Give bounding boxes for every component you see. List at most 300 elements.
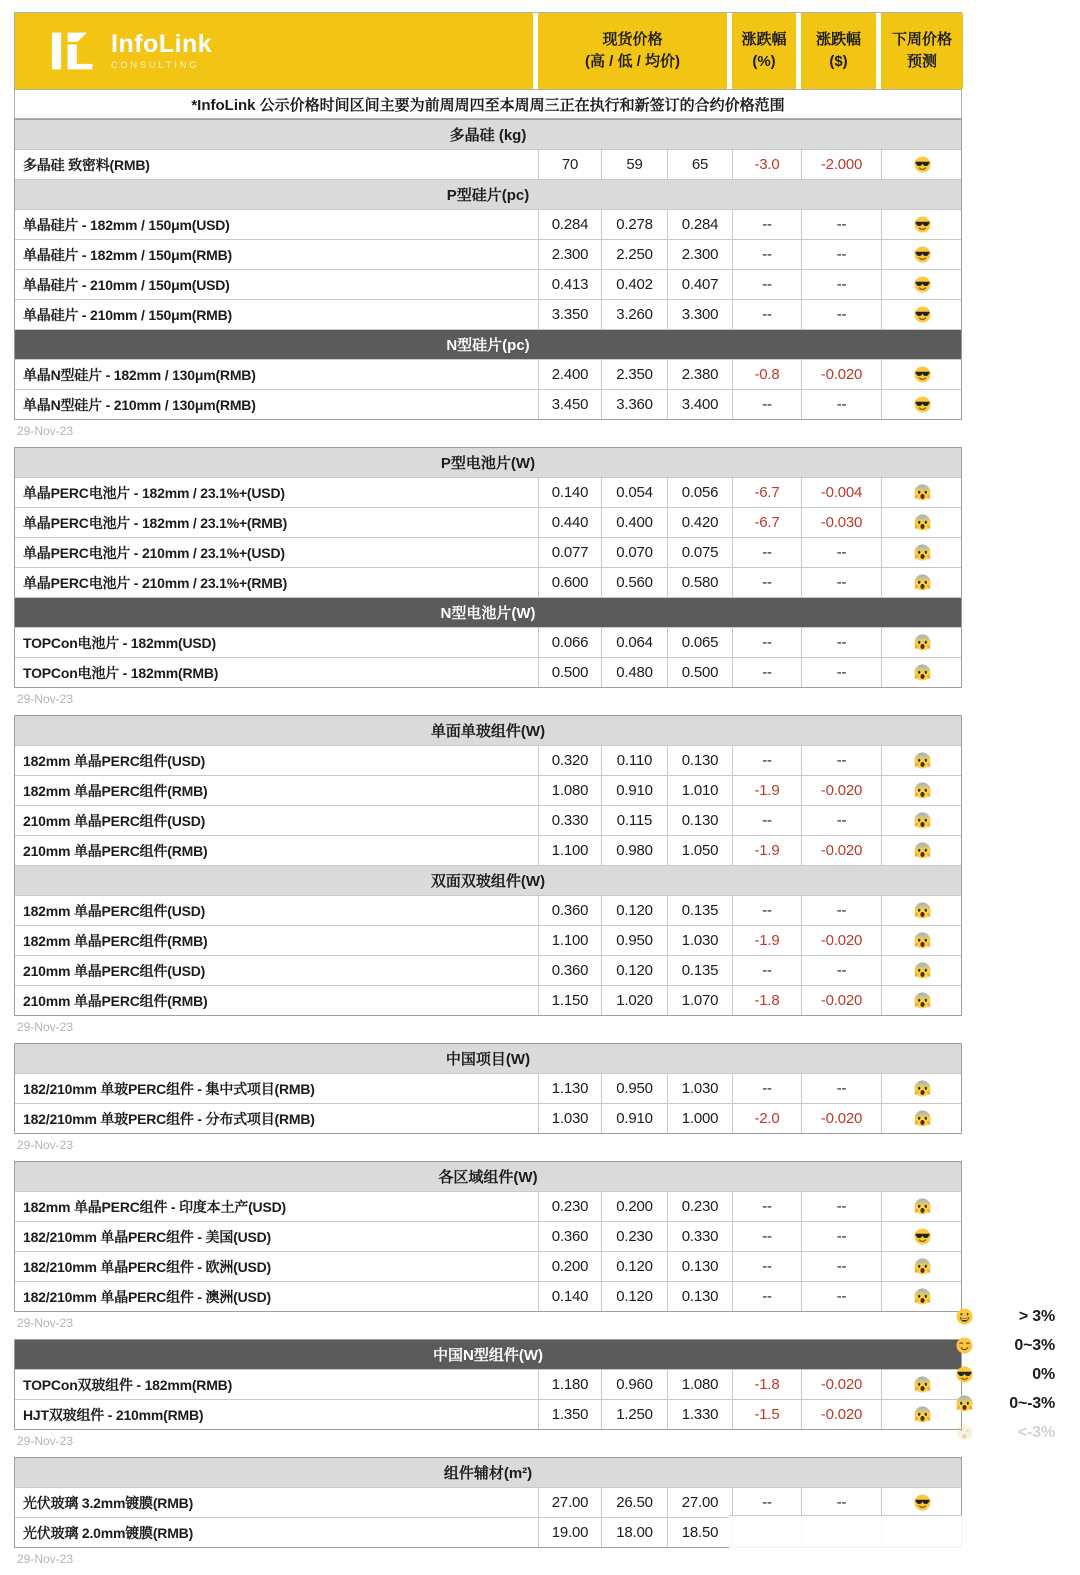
price-low-cell: 0.910 <box>601 776 667 805</box>
change-pct-cell: -- <box>732 300 801 329</box>
header-yellow-band <box>15 13 961 89</box>
legend-label: 0~-3% <box>1009 1394 1055 1412</box>
table-row <box>15 209 961 239</box>
cool-emoji <box>914 276 931 293</box>
product-name-cell: HJT双玻组件 - 210mm(RMB) <box>23 1406 204 1423</box>
forecast-cell <box>881 508 963 537</box>
change-usd-cell: -- <box>801 1282 881 1311</box>
price-low-cell: 0.064 <box>601 628 667 657</box>
price-high-cell: 0.440 <box>538 508 601 537</box>
section-header: 组件辅材(m²) <box>15 1458 961 1487</box>
change-pct-cell: -- <box>732 1192 801 1221</box>
change-usd-cell: -- <box>801 390 881 419</box>
change-pct-cell: -- <box>732 658 801 687</box>
price-high-cell: 70 <box>538 150 601 179</box>
forecast-cell <box>881 300 963 329</box>
price-high-cell: 3.350 <box>538 300 601 329</box>
change-pct-cell: -1.8 <box>732 986 801 1015</box>
forecast-cell <box>881 390 963 419</box>
legend-item <box>956 1389 1055 1418</box>
price-high-cell: 3.450 <box>538 390 601 419</box>
bulletin-content <box>14 12 962 1575</box>
blush-emoji <box>956 1337 973 1354</box>
section-header: 多晶硅 (kg) <box>15 120 961 149</box>
table-row <box>15 1073 961 1103</box>
table-row <box>15 1281 961 1311</box>
price-avg-cell: 2.300 <box>667 240 732 269</box>
price-high-cell: 27.00 <box>538 1488 601 1517</box>
change-pct-cell: -- <box>732 628 801 657</box>
product-name-cell: 182mm 单晶PERC组件(RMB) <box>23 932 208 949</box>
price-avg-cell: 0.580 <box>667 568 732 597</box>
forecast-cell <box>881 956 963 985</box>
product-name-cell: 210mm 单晶PERC组件(USD) <box>23 812 206 829</box>
scream-emoji <box>914 1110 931 1127</box>
price-low-cell: 2.250 <box>601 240 667 269</box>
scream-emoji <box>914 634 931 651</box>
product-name-cell: 单晶硅片 - 210mm / 150μm(USD) <box>23 276 230 293</box>
scream-emoji <box>914 812 931 829</box>
change-usd-cell: -- <box>801 1222 881 1251</box>
scream-emoji <box>914 664 931 681</box>
change-pct-cell: -- <box>732 210 801 239</box>
scream-emoji <box>914 514 931 531</box>
scream-emoji <box>914 1080 931 1097</box>
forecast-cell <box>881 1282 963 1311</box>
price-avg-cell: 0.135 <box>667 956 732 985</box>
price-high-cell: 0.230 <box>538 1192 601 1221</box>
price-high-cell: 0.413 <box>538 270 601 299</box>
price-avg-cell: 0.230 <box>667 1192 732 1221</box>
price-avg-cell: 0.130 <box>667 1282 732 1311</box>
price-high-cell: 2.300 <box>538 240 601 269</box>
scream-emoji <box>914 782 931 799</box>
forecast-cell <box>881 658 963 687</box>
table-row <box>15 389 961 419</box>
change-usd-cell: -0.020 <box>801 986 881 1015</box>
product-name-cell: 单晶N型硅片 - 182mm / 130μm(RMB) <box>23 366 256 383</box>
forecast-cell <box>881 746 963 775</box>
date-stamp: 29-Nov-23 <box>17 424 74 438</box>
scream-emoji <box>914 1406 931 1423</box>
change-pct-cell: -- <box>732 568 801 597</box>
change-pct-cell: -3.0 <box>732 150 801 179</box>
forecast-cell <box>881 568 963 597</box>
forecast-legend <box>956 1302 1055 1447</box>
product-name-cell: 单晶PERC电池片 - 210mm / 23.1%+(RMB) <box>23 574 288 591</box>
table-row <box>15 955 961 985</box>
col-header-forecast <box>881 13 963 89</box>
forecast-cell <box>881 926 963 955</box>
forecast-cell <box>881 150 963 179</box>
price-low-cell: 0.950 <box>601 926 667 955</box>
price-low-cell: 26.50 <box>601 1488 667 1517</box>
change-usd-cell: -- <box>801 270 881 299</box>
change-usd-cell: -- <box>801 1252 881 1281</box>
scream-emoji <box>914 544 931 561</box>
price-high-cell: 19.00 <box>538 1518 601 1547</box>
price-high-cell: 1.130 <box>538 1074 601 1103</box>
price-low-cell: 0.560 <box>601 568 667 597</box>
table-row <box>15 1399 961 1429</box>
price-low-cell: 1.020 <box>601 986 667 1015</box>
price-low-cell: 0.230 <box>601 1222 667 1251</box>
product-name-cell: 单晶PERC电池片 - 210mm / 23.1%+(USD) <box>23 544 285 561</box>
legend-label: 0% <box>1032 1365 1055 1383</box>
price-avg-cell: 2.380 <box>667 360 732 389</box>
price-high-cell: 0.200 <box>538 1252 601 1281</box>
product-name-cell: 182/210mm 单晶PERC组件 - 澳洲(USD) <box>23 1288 272 1305</box>
price-low-cell: 0.115 <box>601 806 667 835</box>
col-header-sublabel: (高 / 低 / 均价) <box>585 53 680 70</box>
price-low-cell: 0.400 <box>601 508 667 537</box>
change-usd-cell: -0.020 <box>801 1104 881 1133</box>
table-row <box>15 1103 961 1133</box>
scream-emoji <box>914 1376 931 1393</box>
product-name-cell: 210mm 单晶PERC组件(RMB) <box>23 992 208 1009</box>
price-low-cell: 0.120 <box>601 956 667 985</box>
table-row <box>15 269 961 299</box>
change-pct-cell: -- <box>732 806 801 835</box>
product-name-cell: 光伏玻璃 3.2mm镀膜(RMB) <box>23 1494 194 1511</box>
price-high-cell: 1.030 <box>538 1104 601 1133</box>
price-low-cell: 3.260 <box>601 300 667 329</box>
table-row <box>15 1487 961 1517</box>
change-usd-cell: -- <box>801 240 881 269</box>
forecast-cell <box>881 270 963 299</box>
price-low-cell: 0.110 <box>601 746 667 775</box>
product-name-cell: TOPCon电池片 - 182mm(USD) <box>23 634 216 651</box>
price-avg-cell: 0.330 <box>667 1222 732 1251</box>
scream-emoji <box>914 1198 931 1215</box>
product-name-cell: 182/210mm 单玻PERC组件 - 分布式项目(RMB) <box>23 1110 315 1127</box>
table-row <box>15 1251 961 1281</box>
price-avg-cell: 1.010 <box>667 776 732 805</box>
table-row <box>15 359 961 389</box>
change-pct-cell: -- <box>732 896 801 925</box>
product-name-cell: 单晶N型硅片 - 210mm / 130μm(RMB) <box>23 396 256 413</box>
change-usd-cell: -- <box>801 1488 881 1517</box>
price-avg-cell: 0.135 <box>667 896 732 925</box>
price-low-cell: 0.120 <box>601 1252 667 1281</box>
price-low-cell: 59 <box>601 150 667 179</box>
change-usd-cell: -- <box>801 628 881 657</box>
table-row <box>15 1221 961 1251</box>
section-header: 中国项目(W) <box>15 1044 961 1073</box>
price-high-cell: 0.500 <box>538 658 601 687</box>
date-stamp: 29-Nov-23 <box>17 1552 74 1566</box>
product-name-cell: 多晶硅 致密料(RMB) <box>23 156 150 173</box>
table-row <box>15 507 961 537</box>
price-high-cell: 0.360 <box>538 1222 601 1251</box>
col-header-change-usd <box>801 13 881 89</box>
product-name-cell: 光伏玻璃 2.0mm镀膜(RMB) <box>23 1524 194 1541</box>
price-avg-cell: 0.056 <box>667 478 732 507</box>
change-pct-cell: -1.9 <box>732 776 801 805</box>
forecast-cell <box>881 1222 963 1251</box>
price-high-cell: 0.600 <box>538 568 601 597</box>
product-name-cell: 单晶硅片 - 182mm / 150μm(USD) <box>23 216 230 233</box>
price-table <box>14 715 962 1016</box>
brand-name: InfoLink <box>111 30 213 58</box>
price-avg-cell: 0.500 <box>667 658 732 687</box>
col-header-sublabel: 预测 <box>906 53 937 70</box>
price-high-cell: 0.360 <box>538 896 601 925</box>
change-pct-cell: -0.8 <box>732 360 801 389</box>
price-high-cell: 1.100 <box>538 926 601 955</box>
scream-emoji <box>914 484 931 501</box>
price-avg-cell: 0.130 <box>667 806 732 835</box>
forecast-cell <box>881 1400 963 1429</box>
legend-item <box>956 1331 1055 1360</box>
price-avg-cell: 0.407 <box>667 270 732 299</box>
price-table <box>14 1457 962 1548</box>
price-avg-cell: 3.300 <box>667 300 732 329</box>
product-name-cell: 182mm 单晶PERC组件(RMB) <box>23 782 208 799</box>
price-low-cell: 0.960 <box>601 1370 667 1399</box>
price-high-cell: 0.320 <box>538 746 601 775</box>
section-header: 中国N型组件(W) <box>15 1340 961 1369</box>
table-row <box>15 1191 961 1221</box>
change-pct-cell: -1.9 <box>732 836 801 865</box>
price-high-cell: 0.077 <box>538 538 601 567</box>
price-low-cell: 0.200 <box>601 1192 667 1221</box>
price-table <box>14 119 962 420</box>
col-header-change-pct <box>732 13 801 89</box>
price-high-cell: 0.284 <box>538 210 601 239</box>
forecast-cell <box>881 538 963 567</box>
change-pct-cell: -1.8 <box>732 1370 801 1399</box>
price-avg-cell: 1.330 <box>667 1400 732 1429</box>
change-pct-cell: -- <box>732 240 801 269</box>
price-avg-cell: 0.075 <box>667 538 732 567</box>
legend-item <box>956 1302 1055 1331</box>
col-header-label: 涨跌幅 <box>815 31 861 49</box>
price-low-cell: 1.250 <box>601 1400 667 1429</box>
price-low-cell: 0.120 <box>601 1282 667 1311</box>
price-avg-cell: 0.420 <box>667 508 732 537</box>
table-row <box>15 985 961 1015</box>
price-high-cell: 0.140 <box>538 478 601 507</box>
section-header: 单面单玻组件(W) <box>15 716 961 745</box>
price-low-cell: 0.980 <box>601 836 667 865</box>
price-high-cell: 1.180 <box>538 1370 601 1399</box>
price-low-cell: 0.910 <box>601 1104 667 1133</box>
change-pct-cell: -- <box>732 956 801 985</box>
change-pct-cell: -- <box>732 1282 801 1311</box>
infolink-logo-icon <box>51 30 97 72</box>
price-low-cell: 0.278 <box>601 210 667 239</box>
section-header: N型硅片(pc) <box>15 329 961 359</box>
price-low-cell: 0.402 <box>601 270 667 299</box>
table-row <box>15 567 961 597</box>
cool-emoji <box>914 306 931 323</box>
product-name-cell: 182mm 单晶PERC组件(USD) <box>23 752 206 769</box>
col-header-sublabel: ($) <box>829 53 848 70</box>
price-avg-cell: 1.030 <box>667 926 732 955</box>
forecast-cell <box>881 1104 963 1133</box>
forecast-cell <box>881 478 963 507</box>
change-pct-cell: -6.7 <box>732 478 801 507</box>
change-usd-cell: -0.030 <box>801 508 881 537</box>
product-name-cell: 182mm 单晶PERC组件 - 印度本土产(USD) <box>23 1198 286 1215</box>
product-name-cell: TOPCon电池片 - 182mm(RMB) <box>23 664 219 681</box>
change-usd-cell: -0.020 <box>801 926 881 955</box>
table-row <box>15 299 961 329</box>
note-text: *InfoLink 公示价格时间区间主要为前周周四至本周周三正在执行和新签订的合约价格范围 <box>15 89 961 118</box>
price-table <box>14 1043 962 1134</box>
product-name-cell: 单晶硅片 - 182mm / 150μm(RMB) <box>23 246 232 263</box>
price-table <box>14 1339 962 1430</box>
cool-emoji <box>956 1366 973 1383</box>
price-avg-cell: 1.080 <box>667 1370 732 1399</box>
white-cover-overlay <box>729 1515 962 1548</box>
section-header: P型电池片(W) <box>15 448 961 477</box>
price-high-cell: 1.100 <box>538 836 601 865</box>
change-usd-cell: -- <box>801 210 881 239</box>
scream-emoji <box>914 574 931 591</box>
table-row <box>15 239 961 269</box>
brand-text <box>111 32 212 70</box>
product-name-cell: 单晶PERC电池片 - 182mm / 23.1%+(USD) <box>23 484 285 501</box>
legend-item <box>956 1418 1055 1447</box>
product-name-cell: 210mm 单晶PERC组件(USD) <box>23 962 206 979</box>
legend-label: > 3% <box>1018 1307 1055 1325</box>
price-avg-cell: 18.50 <box>667 1518 732 1547</box>
legend-label: <-3% <box>1018 1423 1055 1441</box>
change-pct-cell: -- <box>732 1488 801 1517</box>
price-high-cell: 1.150 <box>538 986 601 1015</box>
scream-emoji <box>914 932 931 949</box>
price-avg-cell: 3.400 <box>667 390 732 419</box>
change-pct-cell: -- <box>732 270 801 299</box>
section-header: 双面双玻组件(W) <box>15 865 961 895</box>
forecast-cell <box>881 836 963 865</box>
product-name-cell: TOPCon双玻组件 - 182mm(RMB) <box>23 1376 233 1393</box>
product-name-cell: 210mm 单晶PERC组件(RMB) <box>23 842 208 859</box>
forecast-cell <box>881 1074 963 1103</box>
forecast-cell <box>881 360 963 389</box>
price-high-cell: 1.350 <box>538 1400 601 1429</box>
scream-emoji <box>914 902 931 919</box>
forecast-cell <box>881 1252 963 1281</box>
forecast-cell <box>881 806 963 835</box>
forecast-cell <box>881 1488 963 1517</box>
change-usd-cell: -0.020 <box>801 836 881 865</box>
price-avg-cell: 0.065 <box>667 628 732 657</box>
scream-emoji <box>914 752 931 769</box>
col-header-spot-price <box>538 13 732 89</box>
forecast-cell <box>881 210 963 239</box>
cool-emoji <box>914 1494 931 1511</box>
price-low-cell: 2.350 <box>601 360 667 389</box>
change-usd-cell: -- <box>801 300 881 329</box>
price-tables <box>14 119 962 1575</box>
date-stamp: 29-Nov-23 <box>17 1020 74 1034</box>
change-pct-cell: -1.9 <box>732 926 801 955</box>
change-usd-cell: -0.004 <box>801 478 881 507</box>
change-pct-cell: -- <box>732 1074 801 1103</box>
forecast-cell <box>881 240 963 269</box>
price-low-cell: 18.00 <box>601 1518 667 1547</box>
section-header: P型硅片(pc) <box>15 179 961 209</box>
change-usd-cell: -- <box>801 568 881 597</box>
cool-emoji <box>914 396 931 413</box>
price-avg-cell: 0.130 <box>667 1252 732 1281</box>
product-name-cell: 182mm 单晶PERC组件(USD) <box>23 902 206 919</box>
change-usd-cell: -- <box>801 956 881 985</box>
price-avg-cell: 1.000 <box>667 1104 732 1133</box>
product-name-cell: 单晶硅片 - 210mm / 150μm(RMB) <box>23 306 232 323</box>
table-row <box>15 745 961 775</box>
legend-label: 0~3% <box>1014 1336 1055 1354</box>
col-header-label: 现货价格 <box>602 31 663 49</box>
price-avg-cell: 0.284 <box>667 210 732 239</box>
change-usd-cell: -- <box>801 896 881 925</box>
price-high-cell: 2.400 <box>538 360 601 389</box>
cool-emoji <box>914 366 931 383</box>
scream-emoji <box>914 1258 931 1275</box>
change-pct-cell: -6.7 <box>732 508 801 537</box>
change-usd-cell: -0.020 <box>801 1400 881 1429</box>
forecast-cell <box>881 986 963 1015</box>
table-row <box>15 775 961 805</box>
product-name-cell: 单晶PERC电池片 - 182mm / 23.1%+(RMB) <box>23 514 288 531</box>
change-usd-cell: -0.020 <box>801 776 881 805</box>
table-row <box>15 477 961 507</box>
cool-emoji <box>914 156 931 173</box>
price-avg-cell: 1.050 <box>667 836 732 865</box>
price-high-cell: 0.066 <box>538 628 601 657</box>
price-high-cell: 0.330 <box>538 806 601 835</box>
date-stamp: 29-Nov-23 <box>17 692 74 706</box>
table-row <box>15 895 961 925</box>
table-row <box>15 657 961 687</box>
price-high-cell: 1.080 <box>538 776 601 805</box>
product-name-cell: 182/210mm 单晶PERC组件 - 欧洲(USD) <box>23 1258 272 1275</box>
brand-subtitle: CONSULTING <box>111 60 200 70</box>
price-table <box>14 1161 962 1312</box>
table-row <box>15 149 961 179</box>
table-row <box>15 805 961 835</box>
section-header: N型电池片(W) <box>15 597 961 627</box>
price-low-cell: 3.360 <box>601 390 667 419</box>
table-row <box>15 627 961 657</box>
change-pct-cell: -- <box>732 1222 801 1251</box>
change-pct-cell: -- <box>732 746 801 775</box>
change-usd-cell: -2.000 <box>801 150 881 179</box>
change-usd-cell: -0.020 <box>801 1370 881 1399</box>
header <box>14 12 962 119</box>
cool-emoji <box>914 216 931 233</box>
price-avg-cell: 0.130 <box>667 746 732 775</box>
table-row <box>15 835 961 865</box>
change-usd-cell: -- <box>801 658 881 687</box>
scream-emoji <box>914 842 931 859</box>
grin-emoji <box>956 1308 973 1325</box>
change-usd-cell: -- <box>801 1192 881 1221</box>
cry-emoji <box>956 1424 973 1441</box>
table-row <box>15 925 961 955</box>
price-low-cell: 0.054 <box>601 478 667 507</box>
price-avg-cell: 1.070 <box>667 986 732 1015</box>
forecast-cell <box>881 896 963 925</box>
price-low-cell: 0.070 <box>601 538 667 567</box>
forecast-cell <box>881 628 963 657</box>
change-pct-cell: -- <box>732 390 801 419</box>
table-row <box>15 537 961 567</box>
change-usd-cell: -- <box>801 1074 881 1103</box>
